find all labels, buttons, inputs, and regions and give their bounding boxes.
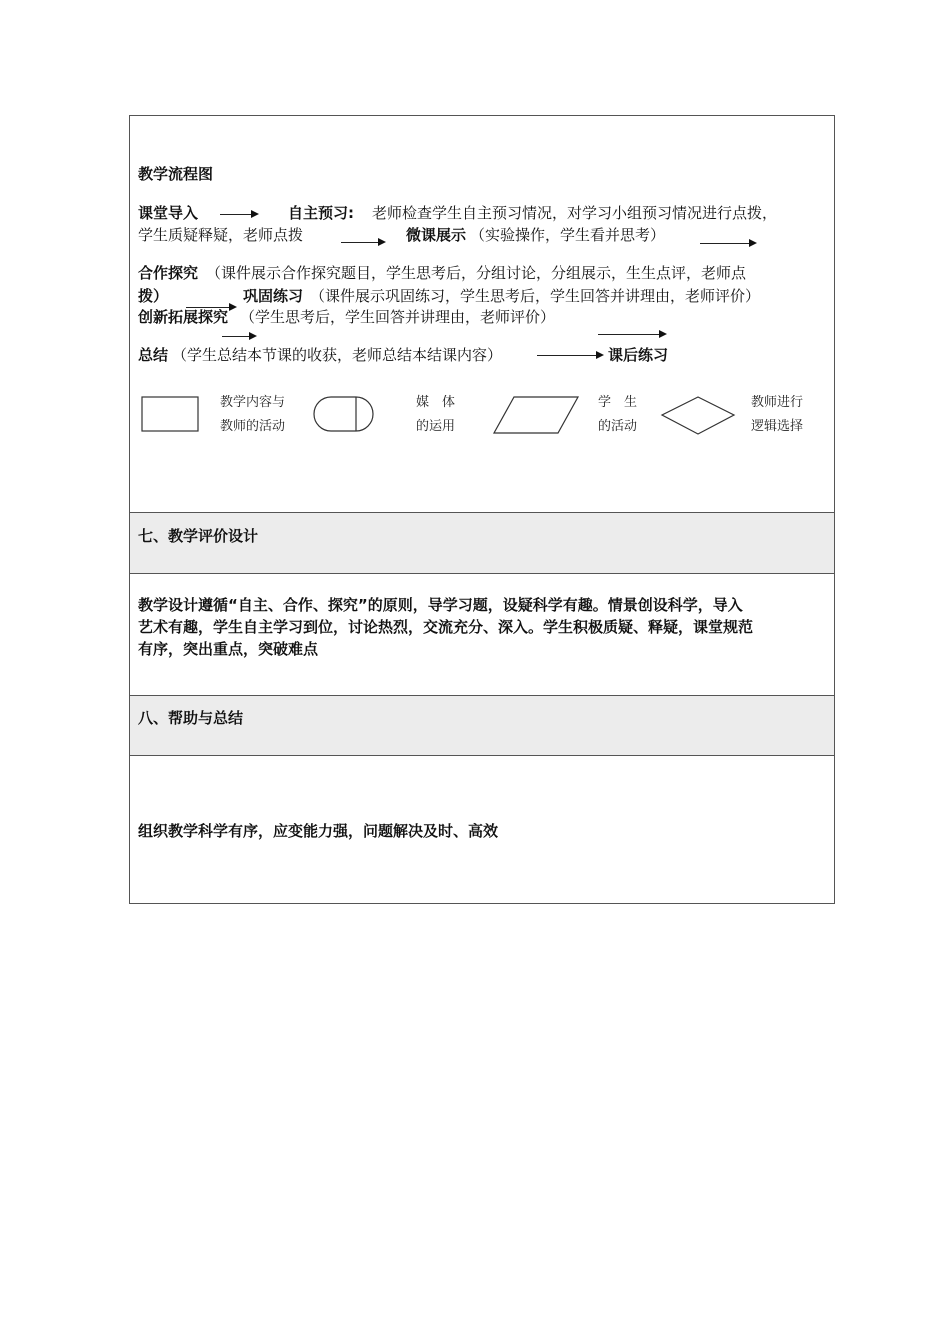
flow-arrow (598, 334, 660, 335)
flow-arrow (341, 242, 379, 243)
flow-step-cooperate-end: 拨） (138, 287, 169, 305)
legend-media-label-2: 的运用 (416, 419, 456, 434)
flow-step-preview-desc: 老师检查学生自主预习情况，对学习小组预习情况进行点拨， (372, 204, 778, 222)
section7-line: 艺术有趣，学生自主学习到位，讨论热烈，交流充分、深入。学生积极质疑、释疑，课堂规范 (138, 618, 754, 636)
legend-parallelogram-shape (494, 397, 578, 433)
flowchart-heading: 教学流程图 (138, 165, 214, 183)
legend-student-label-1: 学 生 (598, 395, 638, 410)
flow-step-homework: 课后练习 (608, 346, 669, 364)
legend-rect-label-1: 教学内容与 (220, 395, 286, 410)
flow-step-consolidate: 巩固练习 (243, 287, 304, 305)
section8-title: 八、帮助与总结 (138, 709, 244, 727)
flow-arrow (222, 336, 250, 337)
legend-rect-shape (142, 397, 198, 431)
section7-line: 教学设计遵循“自主、合作、探究”的原则，导学习题，设疑科学有趣。情景创设科学，导入 (138, 596, 743, 614)
legend-diamond-label-2: 逻辑选择 (751, 419, 804, 434)
legend-diamond-label-1: 教师进行 (751, 395, 804, 410)
flow-step-microlesson-desc: （实验操作，学生看并思考） (470, 226, 666, 244)
flow-arrow (220, 214, 252, 215)
section7-line: 有序，突出重点，突破难点 (138, 640, 319, 658)
flow-step-summary-desc: （学生总结本节课的收获，老师总结本结课内容） (172, 346, 503, 364)
flow-step-innovate-desc: （学生思考后，学生回答并讲理由，老师评价） (240, 308, 556, 326)
section7-text (138, 594, 828, 660)
section8-text: 组织教学科学有序，应变能力强，问题解决及时、高效 (138, 822, 499, 840)
flow-step-intro: 课堂导入 (138, 204, 199, 222)
flow-step-preview: 自主预习: (288, 204, 354, 222)
legend-media-shape (314, 397, 373, 431)
flow-step-innovate: 创新拓展探究 (138, 308, 229, 326)
flow-step-cooperate-desc: （课件展示合作探究题目，学生思考后，分组讨论，分组展示，生生点评，老师点 (206, 264, 747, 282)
legend-student-label-2: 的活动 (598, 419, 638, 434)
flow-arrow (537, 355, 597, 356)
section7-title: 七、教学评价设计 (138, 527, 259, 545)
legend-rect-label-2: 教师的活动 (220, 419, 286, 434)
flow-arrow (700, 243, 750, 244)
flow-step-microlesson: 微课展示 (406, 226, 467, 244)
flow-step-consolidate-desc: （课件展示巩固练习，学生思考后，学生回答并讲理由，老师评价） (310, 287, 761, 305)
flow-step-cooperate: 合作探究 (138, 264, 199, 282)
flow-step-summary: 总结 (138, 346, 169, 364)
legend-diamond-shape (662, 397, 734, 434)
flow-step-preview-desc-cont: 学生质疑释疑，老师点拨 (138, 226, 304, 244)
legend-media-label-1: 媒 体 (416, 395, 456, 410)
